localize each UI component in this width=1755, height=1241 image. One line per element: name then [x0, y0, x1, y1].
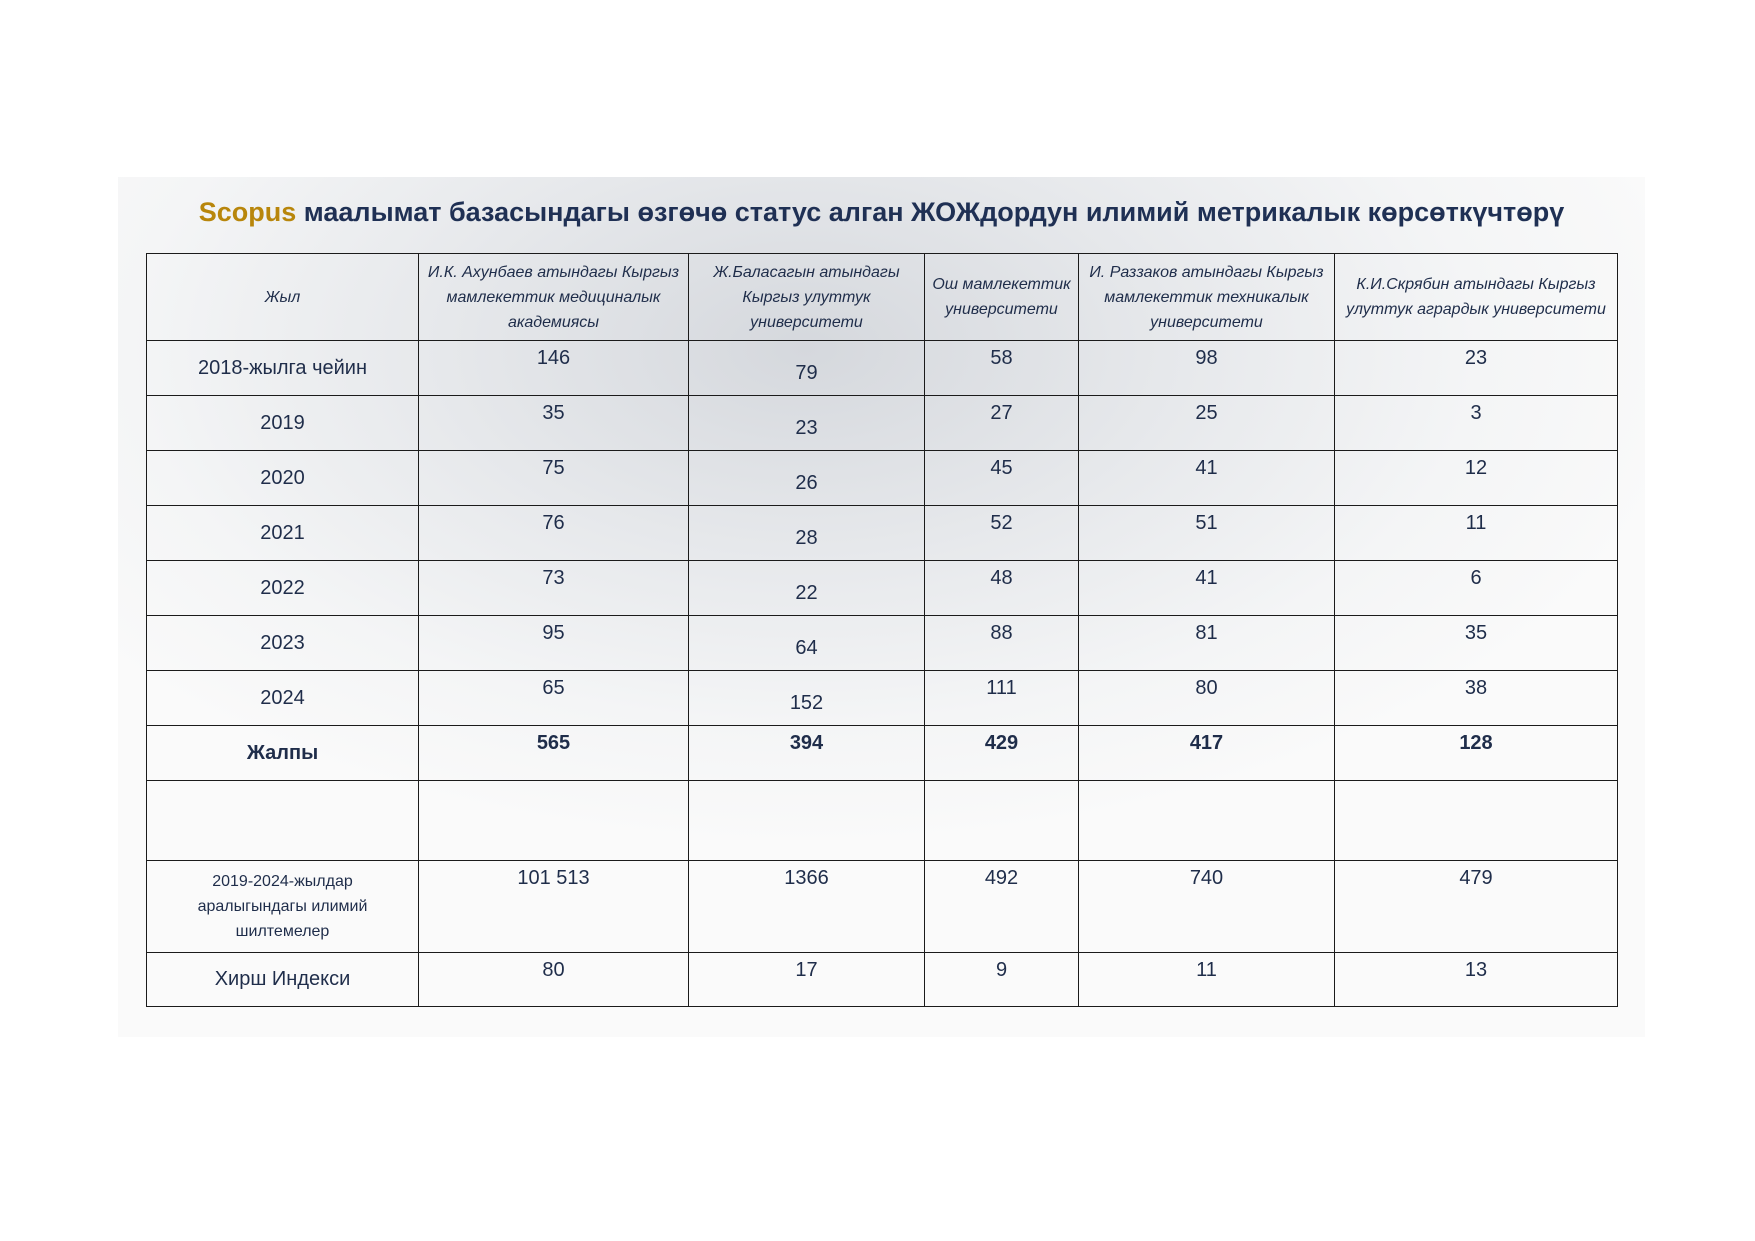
total-label: Жалпы	[147, 726, 419, 781]
cell: 80	[419, 953, 689, 1007]
row-label: 2022	[147, 561, 419, 616]
cell: 65	[419, 671, 689, 726]
table-row	[147, 451, 1618, 506]
cell: 13	[1335, 953, 1618, 1007]
cell: 28	[689, 506, 925, 561]
citations-row	[147, 861, 1618, 953]
cell: 81	[1079, 616, 1335, 671]
cell: 80	[1079, 671, 1335, 726]
header-knau: К.И.Скрябин атындагы Кыргыз улуттук агрардык университети	[1335, 254, 1618, 341]
cell: 58	[925, 341, 1079, 396]
cell: 23	[689, 396, 925, 451]
table-row	[147, 396, 1618, 451]
cell: 95	[419, 616, 689, 671]
empty-cell	[689, 781, 925, 861]
row-label: 2018-жылга чейин	[147, 341, 419, 396]
title-text: маалымат базасындагы өзгөчө статус алган ЖОЖдордун илимий метрикалык көрсөткүчтөрү	[296, 197, 1565, 227]
header-kstu: И. Раззаков атындагы Кыргыз мамлекеттик техникалык университети	[1079, 254, 1335, 341]
empty-row	[147, 781, 1618, 861]
page-title	[118, 197, 1645, 228]
cell: 152	[689, 671, 925, 726]
cell: 3	[1335, 396, 1618, 451]
cell: 22	[689, 561, 925, 616]
row-label: 2024	[147, 671, 419, 726]
empty-cell	[925, 781, 1079, 861]
total-row	[147, 726, 1618, 781]
cell: 64	[689, 616, 925, 671]
metrics-table	[146, 253, 1618, 1007]
cell: 492	[925, 861, 1079, 953]
cell: 394	[689, 726, 925, 781]
cell: 35	[1335, 616, 1618, 671]
cell: 565	[419, 726, 689, 781]
cell: 27	[925, 396, 1079, 451]
header-oshsu: Ош мамлекеттик университети	[925, 254, 1079, 341]
cell: 101 513	[419, 861, 689, 953]
cell: 429	[925, 726, 1079, 781]
title-brand: Scopus	[198, 197, 297, 227]
cell: 417	[1079, 726, 1335, 781]
cell: 479	[1335, 861, 1618, 953]
cell: 75	[419, 451, 689, 506]
table-row	[147, 616, 1618, 671]
cell: 38	[1335, 671, 1618, 726]
cell: 17	[689, 953, 925, 1007]
header-kgma: И.К. Ахунбаев атындагы Кыргыз мамлекеттик медициналык академиясы	[419, 254, 689, 341]
cell: 146	[419, 341, 689, 396]
cell: 23	[1335, 341, 1618, 396]
row-label: 2023	[147, 616, 419, 671]
empty-cell	[147, 781, 419, 861]
cell: 11	[1079, 953, 1335, 1007]
header-row	[147, 254, 1618, 341]
cell: 11	[1335, 506, 1618, 561]
cell: 35	[419, 396, 689, 451]
cell: 41	[1079, 561, 1335, 616]
hirsch-label: Хирш Индекси	[147, 953, 419, 1007]
cell: 52	[925, 506, 1079, 561]
cell: 79	[689, 341, 925, 396]
cell: 740	[1079, 861, 1335, 953]
cell: 41	[1079, 451, 1335, 506]
cell: 9	[925, 953, 1079, 1007]
table-row	[147, 506, 1618, 561]
row-label: 2020	[147, 451, 419, 506]
cell: 48	[925, 561, 1079, 616]
hirsch-row	[147, 953, 1618, 1007]
empty-cell	[1079, 781, 1335, 861]
header-knu: Ж.Баласагын атындагы Кыргыз улуттук университети	[689, 254, 925, 341]
cell: 111	[925, 671, 1079, 726]
cell: 51	[1079, 506, 1335, 561]
empty-cell	[1335, 781, 1618, 861]
cell: 76	[419, 506, 689, 561]
slide	[118, 177, 1645, 1037]
cell: 25	[1079, 396, 1335, 451]
citations-label: 2019-2024-жылдар аралыгындагы илимий шилтемелер	[147, 861, 419, 953]
row-label: 2021	[147, 506, 419, 561]
empty-cell	[419, 781, 689, 861]
table-row	[147, 671, 1618, 726]
cell: 26	[689, 451, 925, 506]
cell: 6	[1335, 561, 1618, 616]
cell: 45	[925, 451, 1079, 506]
table-row	[147, 561, 1618, 616]
table-row	[147, 341, 1618, 396]
cell: 73	[419, 561, 689, 616]
cell: 12	[1335, 451, 1618, 506]
header-year: Жыл	[147, 254, 419, 341]
cell: 1366	[689, 861, 925, 953]
cell: 128	[1335, 726, 1618, 781]
cell: 98	[1079, 341, 1335, 396]
cell: 88	[925, 616, 1079, 671]
row-label: 2019	[147, 396, 419, 451]
